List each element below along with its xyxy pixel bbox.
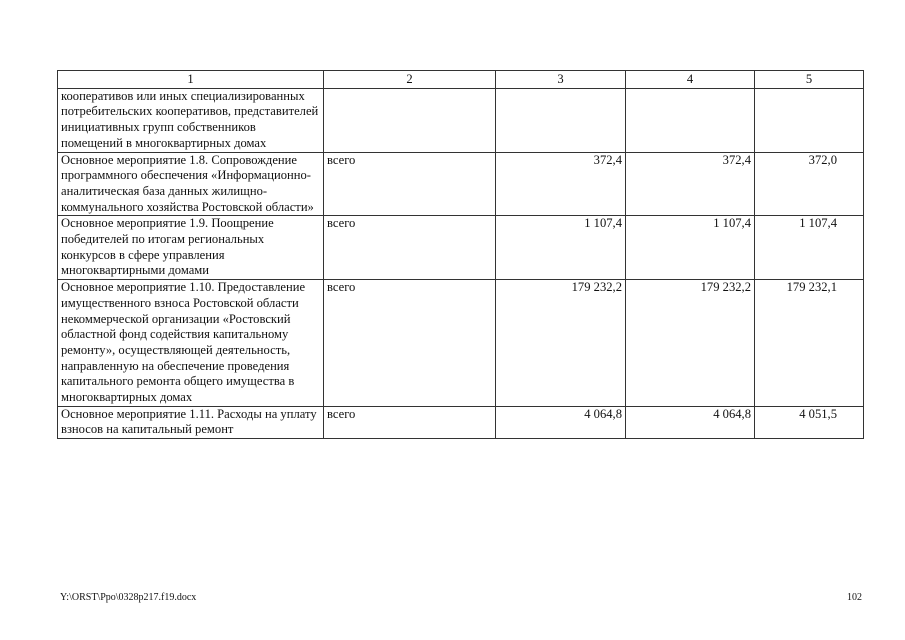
row-name-cell: Основное мероприятие 1.11. Расходы на уплату взносов на капитальный ремонт: [58, 406, 324, 438]
row-value-col5: 4 051,5: [755, 406, 864, 438]
row-name-cell: Основное мероприятие 1.9. Поощрение победителей по итогам региональных конкурсов в сфере управления многоквартирными домами: [58, 216, 324, 280]
row-value-col5: [755, 88, 864, 152]
row-name-cell: кооперативов или иных специализированных потребительских кооперативов, представителей инициативных групп собственников помещений в многоквартирных домах: [58, 88, 324, 152]
row-value-col5: 179 232,1: [755, 280, 864, 407]
table-row: [58, 216, 864, 280]
column-header-2: 2: [324, 71, 496, 89]
row-value-col5: 1 107,4: [755, 216, 864, 280]
row-kind-cell: всего: [324, 280, 496, 407]
row-value-col4: 179 232,2: [626, 280, 755, 407]
row-kind-cell: [324, 88, 496, 152]
row-value-col3: 372,4: [496, 152, 626, 216]
row-value-col3: [496, 88, 626, 152]
column-header-5: 5: [755, 71, 864, 89]
table-row: [58, 280, 864, 407]
table-header-row: [58, 71, 864, 89]
row-value-col4: [626, 88, 755, 152]
row-kind-cell: всего: [324, 216, 496, 280]
row-value-col4: 372,4: [626, 152, 755, 216]
table-row: [58, 152, 864, 216]
row-value-col4: 4 064,8: [626, 406, 755, 438]
row-value-col3: 4 064,8: [496, 406, 626, 438]
footer-file-path: Y:\ORST\Ppo\0328p217.f19.docx: [60, 592, 197, 603]
column-header-4: 4: [626, 71, 755, 89]
budget-table: [57, 70, 864, 439]
page-number: 102: [847, 592, 862, 603]
table-row: [58, 88, 864, 152]
row-name-cell: Основное мероприятие 1.8. Сопровождение программного обеспечения «Информационно-аналитическая база данных жилищно-коммунального хозяйства Ростовской области»: [58, 152, 324, 216]
row-name-cell: Основное мероприятие 1.10. Предоставление имущественного взноса Ростовской области некоммерческой организации «Ростовский областной фонд содействия капитальному ремонту», осуществляющей деятельность, направленную на обеспечение проведения капитального ремонта общего имущества в многоквартирных домах: [58, 280, 324, 407]
column-header-1: 1: [58, 71, 324, 89]
table-row: [58, 406, 864, 438]
row-kind-cell: всего: [324, 406, 496, 438]
row-value-col5: 372,0: [755, 152, 864, 216]
row-value-col3: 179 232,2: [496, 280, 626, 407]
row-kind-cell: всего: [324, 152, 496, 216]
column-header-3: 3: [496, 71, 626, 89]
row-value-col4: 1 107,4: [626, 216, 755, 280]
row-value-col3: 1 107,4: [496, 216, 626, 280]
